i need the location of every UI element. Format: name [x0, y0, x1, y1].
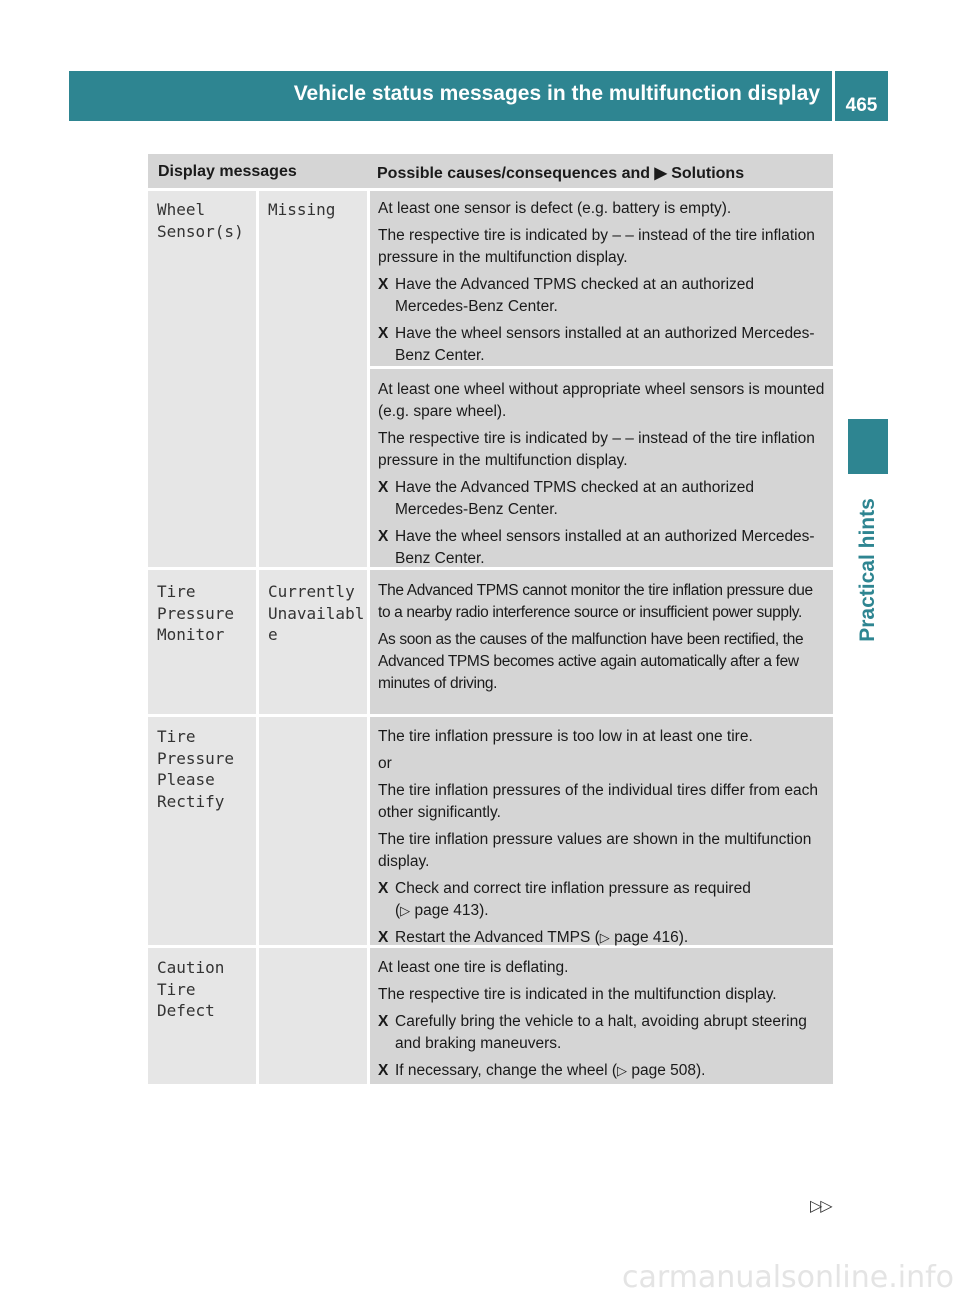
chapter-label: Practical hints: [856, 498, 879, 642]
solution-bullet: X Have the Advanced TPMS checked at an authorized Mercedes-Benz Center.: [378, 477, 828, 521]
row-message-tire-pressure-monitor: Tire Pressure Monitor: [157, 582, 235, 644]
chapter-tab: [848, 419, 888, 474]
cause-text: At least one sensor is defect (e.g. battery is empty).: [378, 200, 732, 217]
causes-block: [378, 957, 828, 1087]
solution-bullet: X If necessary, change the wheel (▷ page 508).: [378, 1060, 828, 1082]
cause-text: At least one tire is deflating.: [378, 959, 569, 976]
solution-bullet: X Have the Advanced TPMS checked at an authorized Mercedes-Benz Center.: [378, 274, 828, 318]
row-message-wheel-sensors: Wheel Sensor(s): [157, 200, 244, 241]
solution-bullet: X Have the wheel sensors installed at an authorized Mercedes-Benz Center.: [378, 323, 828, 367]
solution-bullet: X Have the wheel sensors installed at an authorized Mercedes-Benz Center.: [378, 526, 828, 570]
continue-arrows-icon: ▷▷: [810, 1198, 831, 1215]
messages-table: [148, 154, 833, 1084]
cause-text: The respective tire is indicated by – – instead of the tire inflation pressure in the multifunction display.: [378, 430, 815, 469]
chapter-label-area: [848, 474, 888, 666]
page-reference[interactable]: page 416: [614, 929, 679, 946]
causes-block: [378, 580, 828, 700]
row-separator: [148, 714, 833, 717]
solution-bullet: X Restart the Advanced TMPS (▷ page 416).: [378, 927, 828, 949]
solution-bullet: X Check and correct tire inflation pressure as required (▷ page 413).: [378, 878, 828, 922]
cause-text: The tire inflation pressures of the individual tires differ from each other significantly.: [378, 782, 818, 821]
cause-text: The tire inflation pressure values are shown in the multifunction display.: [378, 831, 812, 870]
section-title: Vehicle status messages in the multifunction display: [293, 82, 820, 105]
page-reference-icon: ▷: [599, 930, 610, 945]
solution-bullet: X Carefully bring the vehicle to a halt, avoiding abrupt steering and braking maneuvers.: [378, 1011, 828, 1055]
page-reference[interactable]: page 413: [414, 902, 480, 919]
column-header-display-messages: Display messages: [158, 163, 297, 180]
page-reference-icon: ▷: [617, 1063, 628, 1078]
row-status-currently-unavailable: Currently Unavailabl e: [268, 582, 365, 644]
causes-block: [378, 726, 828, 954]
cause-text: The respective tire is indicated by – – instead of the tire inflation pressure in the multifunction display.: [378, 227, 815, 266]
row-message-caution-tire-defect: Caution Tire Defect: [157, 958, 225, 1020]
row-message-tire-pressure-please-rectify: Tire Pressure Please Rectify: [157, 727, 235, 811]
column-header-causes-solutions: Possible causes/consequences and ▶ Solutions: [377, 165, 745, 182]
page-number: 465: [835, 71, 888, 121]
cause-text: As soon as the causes of the malfunction have been rectified, the Advanced TPMS becomes active again automatically after a few minutes of driving.: [378, 631, 804, 692]
cause-text: or: [378, 755, 392, 772]
cause-text: The respective tire is indicated in the multifunction display.: [378, 986, 777, 1003]
page-reference-icon: ▷: [400, 903, 411, 918]
section-header-bar: [69, 71, 832, 121]
cause-text: The Advanced TPMS cannot monitor the tire inflation pressure due to a nearby radio interference source or insufficient power supply.: [378, 582, 813, 621]
row-status-missing: Missing: [268, 200, 336, 219]
cause-text: The tire inflation pressure is too low in at least one tire.: [378, 728, 753, 745]
table-header: [148, 154, 833, 188]
watermark: carmanualsonline.info: [622, 1260, 954, 1295]
page-reference[interactable]: page 508: [631, 1062, 696, 1079]
causes-block: [378, 198, 828, 372]
cause-text: At least one wheel without appropriate wheel sensors is mounted (e.g. spare wheel).: [378, 381, 825, 420]
causes-block: [378, 379, 828, 575]
